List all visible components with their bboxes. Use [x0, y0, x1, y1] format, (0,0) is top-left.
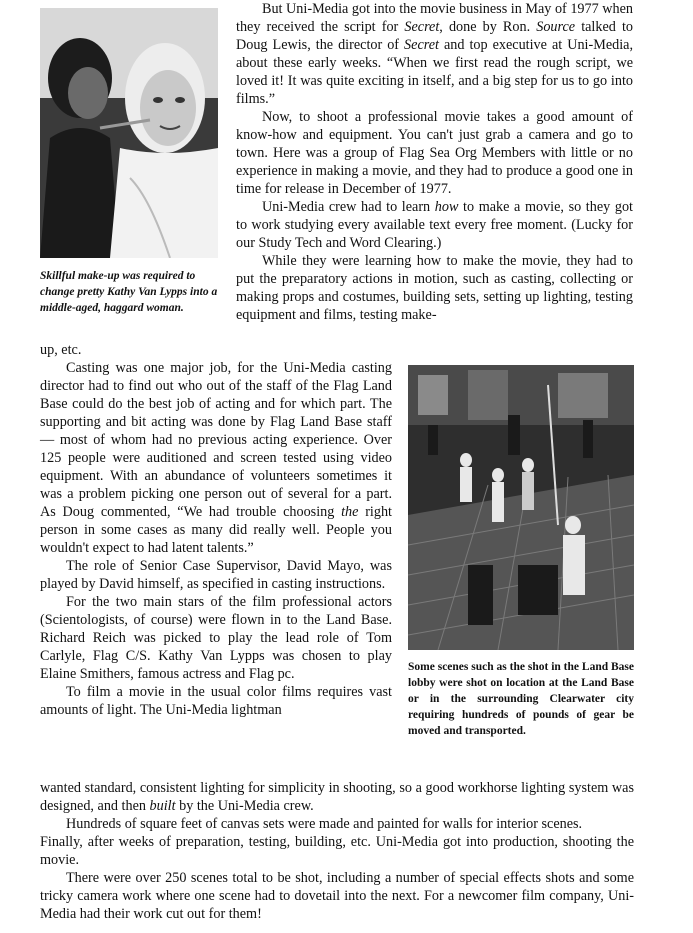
paragraph: There were over 250 scenes total to be shot, including a number of special effects shots and some tricky camera work where one scene had to dovetail into the next. For a newcomer film company, Uni-Media had their work cut out for them! — [40, 870, 634, 922]
makeup-caption: Skillful make-up was required to change pretty Kathy Van Lypps into a middle-aged, haggard woman. — [40, 270, 218, 314]
paragraph: While they were learning how to make the movie, they had to put the preparatory actions in motion, such as casting, collecting or making props and costumes, building sets, setting up lighting, testing equipment and films, testing make- — [236, 253, 633, 323]
article-text-top — [236, 0, 633, 324]
paragraph: up, etc. — [40, 342, 82, 358]
lobby-photo-image — [408, 365, 634, 650]
paragraph: Uni-Media crew had to learn how to make a movie, so they got to work studying every available text every free moment. (Lucky for our Study Tech and Word Clearing.) — [236, 199, 633, 251]
article-text-bottom — [40, 779, 634, 923]
article-text-middle — [40, 341, 392, 719]
paragraph: But Uni-Media got into the movie business in May of 1977 when they received the script for Secret, done by Ron. Source talked to Doug Lewis, the director of Secret and top executive at Uni-Media, about these early weeks. “When we first read the rough script, we loved it! It was quite exciting in itself, and a big step for us to go into films.” — [236, 1, 633, 107]
paragraph: To film a movie in the usual color films requires vast amounts of light. The Uni-Media lightman — [40, 684, 392, 718]
paragraph: Hundreds of square feet of canvas sets were made and painted for walls for interior scenes. — [66, 816, 583, 832]
paragraph: wanted standard, consistent lighting for simplicity in shooting, so a good workhorse lighting system was designed, and then built by the Uni-Media crew. — [40, 780, 634, 814]
paragraph: Now, to shoot a professional movie takes a good amount of know-how and equipment. You can't just grab a camera and go to town. Here was a group of Flag Sea Org Members with little or no experience in making a movie, and they had to produce a good one in time for release in December of 1977. — [236, 109, 633, 197]
lobby-photo — [408, 365, 634, 650]
paragraph: The role of Senior Case Supervisor, David Mayo, was played by David himself, as specified in casting instructions. — [40, 558, 392, 592]
makeup-photo-image — [40, 8, 218, 258]
paragraph: Finally, after weeks of preparation, testing, building, etc. Uni-Media got into production, shooting the movie. — [40, 834, 634, 868]
paragraph: Casting was one major job, for the Uni-Media casting director had to find out who out of the staff of the Flag Land Base could do the best job of acting and for which part. The supporting and bit acting was done by Flag Land Base staff — most of whom had no previous acting experience. Over 125 people were auditioned and screen tested using video equipment. With an abundance of volunteers sometimes it was a problem picking one person out of several for a part. As Doug commented, “We had trouble choosing the right person in some cases as many did really well. People you wouldn't expect to had latent talents.” — [40, 360, 392, 556]
paragraph: For the two main stars of the film professional actors (Scientologists, of course) were flown in to the Land Base. Richard Reich was picked to play the lead role of Tom Carlyle, Flag C/S. Kathy Van Lypps was chosen to play Elaine Smithers, famous actress and Flag pc. — [40, 594, 392, 682]
lobby-caption: Some scenes such as the shot in the Land Base lobby were shot on location at the Land Base or in the surrounding Clearwater city requiring hundreds of pounds of gear be moved and transported. — [408, 661, 634, 737]
makeup-photo — [40, 8, 218, 258]
